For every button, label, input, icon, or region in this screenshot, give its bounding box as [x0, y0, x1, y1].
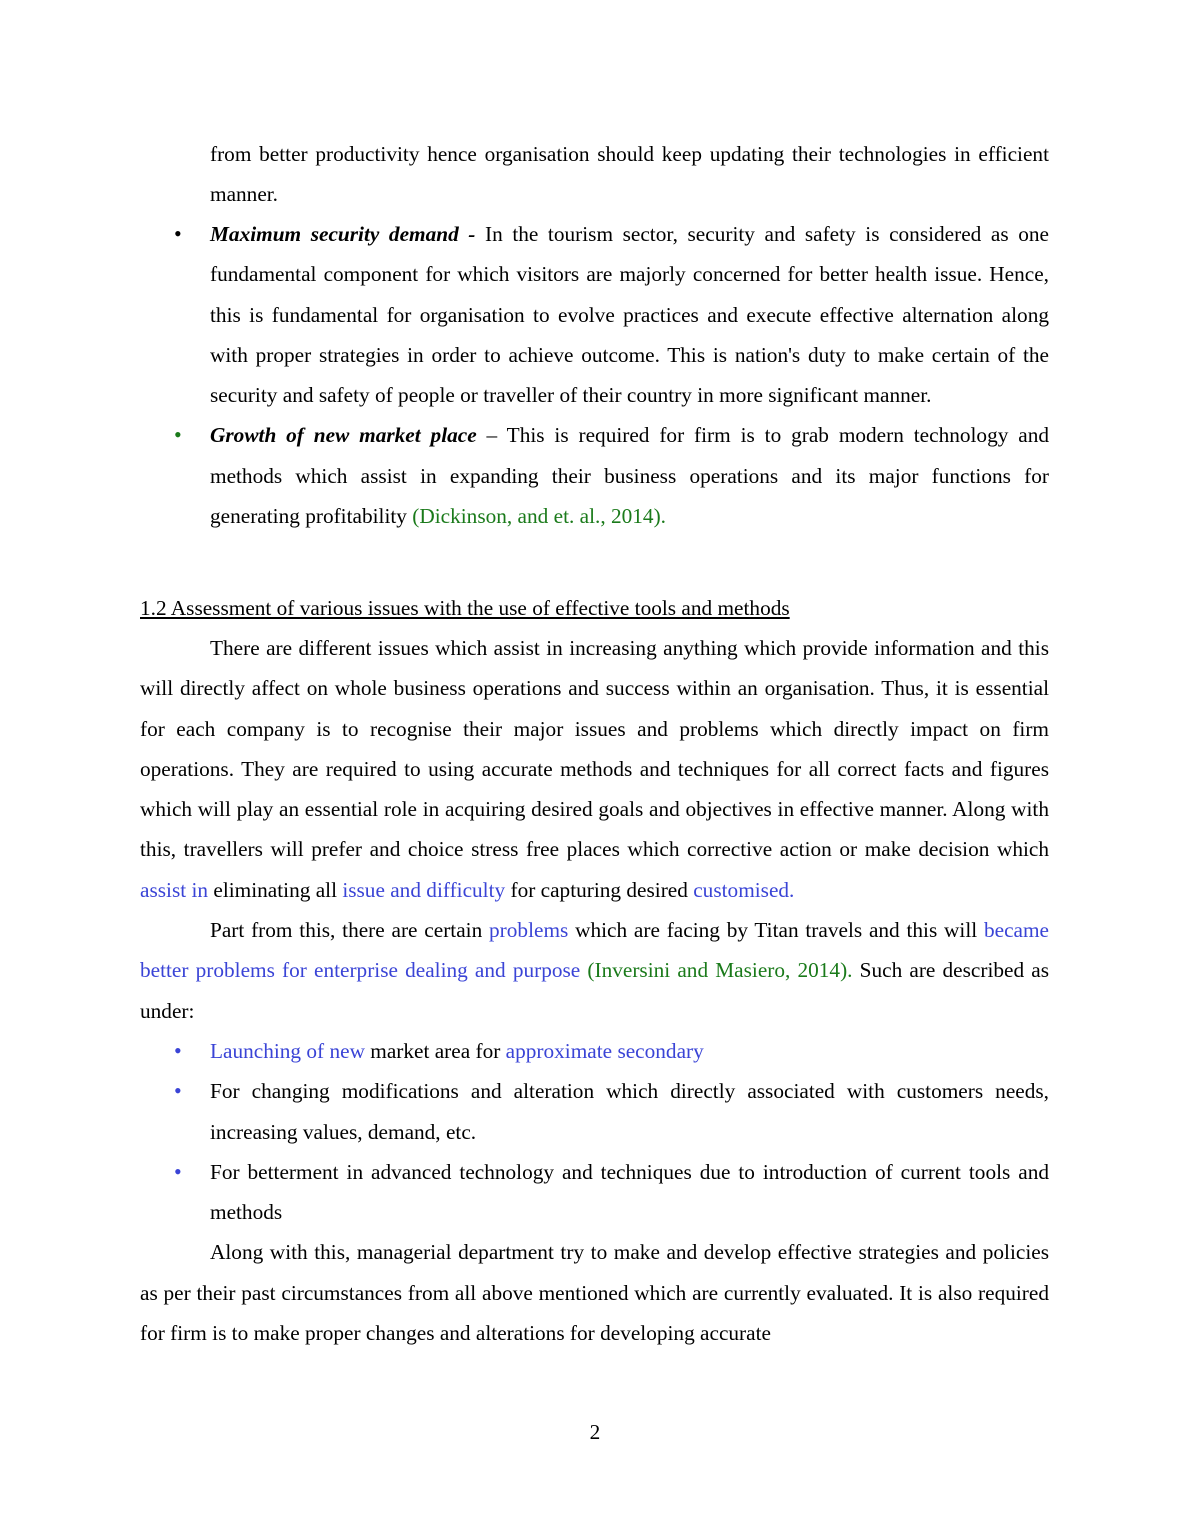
bullet-term: Growth of new market place: [210, 423, 477, 448]
highlighted-text: approximate secondary: [505, 1038, 704, 1063]
bullet-text: market area for: [364, 1038, 506, 1063]
citation: (Dickinson, and et. al., 2014).: [412, 504, 666, 529]
continuation-text: from better productivity hence organisation should keep updating their technologies in efficient manner.: [210, 142, 1049, 207]
highlighted-text: became better problems for enterprise dealing and purpose: [140, 918, 1049, 983]
paragraph-text: Along with this, managerial department try to make and develop effective strategies and policies as per their past circumstances from all above mentioned which are currently evaluated. It is also required for firm is to make proper changes and alterations for developing accurate: [140, 1240, 1049, 1346]
list-item: [174, 1031, 1049, 1071]
section-body: [140, 628, 1049, 1353]
bullet-text: For changing modifications and alteration which directly associated with customers needs, increasing values, demand, etc.: [210, 1079, 1049, 1144]
highlighted-text: customised.: [693, 877, 795, 902]
paragraph-text: which are facing by Titan travels and this will: [568, 918, 984, 943]
paragraph-text: Part from this, there are certain: [210, 918, 490, 943]
paragraph-text: Such are described as under:: [140, 958, 1050, 1023]
highlighted-text: assist in: [140, 877, 209, 902]
highlighted-text: Launching of new: [210, 1038, 365, 1063]
bullet-text: For betterment in advanced technology and techniques due to introduction of current tools and methods: [210, 1159, 1049, 1225]
paragraph-text: eliminating all: [208, 877, 343, 902]
bullet-text: – This is required for firm is to grab modern technology and methods which assist in expanding their business operations and its major functions for generating profitability: [210, 423, 1049, 529]
highlighted-text: issue and difficulty: [342, 877, 506, 902]
bullet-icon: •: [174, 422, 182, 448]
highlighted-text: problems: [489, 918, 569, 943]
bullet-icon: •: [174, 1037, 182, 1063]
list-item: [174, 214, 1049, 415]
list-item: [174, 415, 1049, 536]
bullet-text: In the tourism sector, security and safety is considered as one fundamental component for which visitors are majorly concerned for better health issue. Hence, this is fundamental for organisation to evolve practices and execute effective alternation along with proper strategies in order to achieve outcome. This is nation's duty to make certain of the security and safety of people or traveller of their country in more significant manner.: [210, 222, 1049, 408]
continuation-paragraph: [210, 134, 1049, 215]
bullet-icon: •: [174, 1078, 182, 1104]
issues-bullet-list: [174, 1031, 1049, 1232]
list-item: [174, 1071, 1049, 1152]
page-number: 2: [589, 1420, 601, 1444]
paragraph: [140, 910, 1049, 1031]
section-heading: 1.2 Assessment of various issues with the use of effective tools and methods: [140, 596, 790, 620]
bullet-icon: •: [174, 221, 182, 246]
paragraph: [140, 628, 1049, 910]
top-bullet-list: [174, 214, 1049, 536]
paragraph-text: There are different issues which assist in increasing anything which provide information and this will directly affect on whole business operations and success within an organisation. Thus, it is essential for each company is to recognise their major issues and problems which directly impact on firm operations. They are required to using accurate methods and techniques for all correct facts and figures which will play an essential role in acquiring desired goals and objectives in effective manner. Along with this, travellers will prefer and choice stress free places which corrective action or make decision which: [140, 636, 1049, 862]
list-item: [174, 1152, 1049, 1233]
paragraph-text: for capturing desired: [505, 877, 694, 902]
bullet-icon: •: [174, 1158, 182, 1184]
bullet-term: Maximum security demand -: [210, 222, 476, 246]
paragraph: [140, 1232, 1049, 1353]
citation: (Inversini and Masiero, 2014).: [587, 958, 853, 983]
